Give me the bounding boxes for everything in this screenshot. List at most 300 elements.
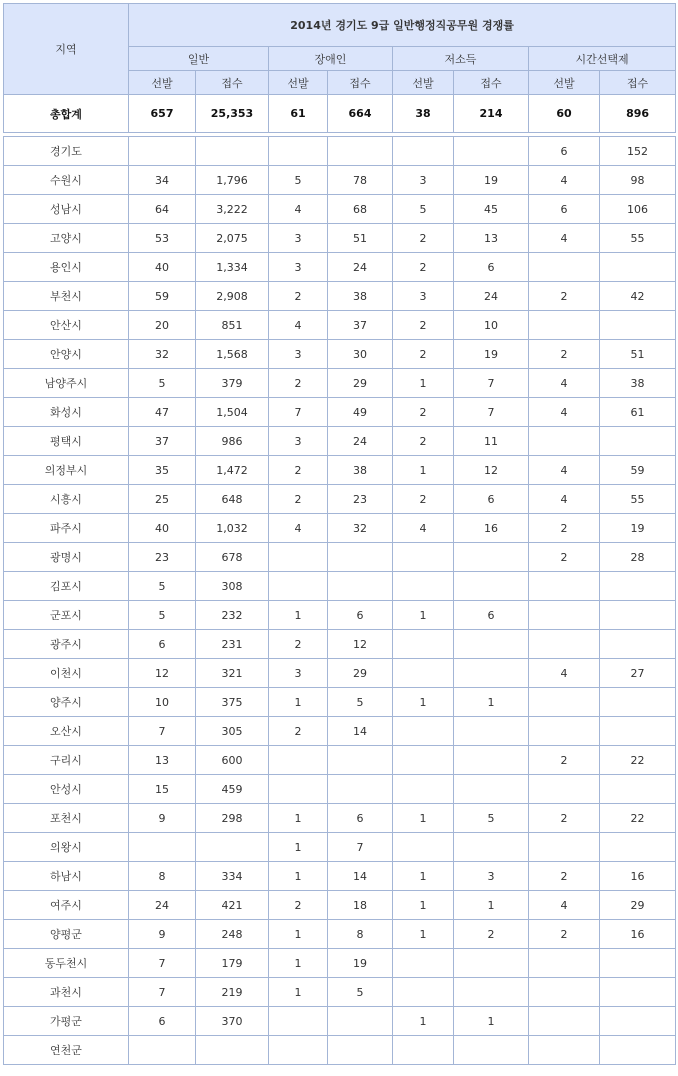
value-cell: 648 [196,485,269,514]
table-row [4,253,676,282]
value-cell: 370 [196,1007,269,1036]
table-body [4,95,676,1065]
value-cell: 459 [196,775,269,804]
value-cell: 2 [393,224,454,253]
value-cell: 16 [600,920,676,949]
region-cell: 고양시 [4,224,129,253]
value-cell: 6 [529,195,600,224]
value-cell: 2 [529,746,600,775]
value-cell: 49 [328,398,393,427]
value-cell [393,833,454,862]
value-cell: 7 [129,717,196,746]
value-cell: 6 [129,1007,196,1036]
value-cell [529,253,600,282]
value-cell: 3 [269,224,328,253]
value-cell [393,543,454,572]
value-cell: 68 [328,195,393,224]
value-cell [454,775,529,804]
value-cell [328,572,393,601]
value-cell: 2 [269,717,328,746]
value-cell: 14 [328,717,393,746]
value-cell: 7 [454,398,529,427]
value-cell [600,1036,676,1065]
value-cell: 1,568 [196,340,269,369]
value-cell: 35 [129,456,196,485]
value-cell [529,311,600,340]
value-cell: 53 [129,224,196,253]
table-row [4,862,676,891]
region-cell: 안양시 [4,340,129,369]
region-cell: 평택시 [4,427,129,456]
value-cell: 6 [529,137,600,166]
value-cell: 3 [269,340,328,369]
total-cell: 664 [328,95,393,133]
value-cell: 51 [600,340,676,369]
value-cell: 19 [454,166,529,195]
region-cell: 시흥시 [4,485,129,514]
value-cell: 375 [196,688,269,717]
value-cell [529,978,600,1007]
value-cell [328,775,393,804]
table-row [4,427,676,456]
value-cell: 1,032 [196,514,269,543]
value-cell [454,659,529,688]
value-cell [393,717,454,746]
value-cell: 5 [393,195,454,224]
value-cell: 3 [269,427,328,456]
value-cell [529,949,600,978]
value-cell: 55 [600,224,676,253]
group-header-part-time: 시간선택제 [529,47,676,71]
table-row [4,398,676,427]
value-cell: 3 [393,166,454,195]
region-cell: 안성시 [4,775,129,804]
value-cell [196,1036,269,1065]
value-cell: 305 [196,717,269,746]
value-cell [454,630,529,659]
table-row [4,659,676,688]
value-cell: 6 [454,601,529,630]
region-cell: 가평군 [4,1007,129,1036]
region-cell: 구리시 [4,746,129,775]
value-cell [129,833,196,862]
value-cell: 7 [129,949,196,978]
value-cell [454,543,529,572]
value-cell: 29 [328,369,393,398]
value-cell: 16 [454,514,529,543]
value-cell: 379 [196,369,269,398]
subheader-selected: 선발 [269,71,328,95]
value-cell: 40 [129,514,196,543]
value-cell: 2,908 [196,282,269,311]
value-cell [600,949,676,978]
value-cell [328,746,393,775]
value-cell: 20 [129,311,196,340]
value-cell: 7 [454,369,529,398]
table-row [4,775,676,804]
total-cell: 61 [269,95,328,133]
region-cell: 의왕시 [4,833,129,862]
value-cell: 421 [196,891,269,920]
value-cell: 1 [393,920,454,949]
value-cell: 37 [328,311,393,340]
table-row [4,949,676,978]
table-row [4,166,676,195]
total-cell: 60 [529,95,600,133]
table-row [4,282,676,311]
value-cell: 1 [269,949,328,978]
value-cell [600,630,676,659]
value-cell: 5 [454,804,529,833]
value-cell: 308 [196,572,269,601]
table-row [4,891,676,920]
value-cell: 24 [328,253,393,282]
value-cell: 1 [269,862,328,891]
value-cell: 25 [129,485,196,514]
value-cell [600,427,676,456]
value-cell: 4 [529,398,600,427]
value-cell [529,833,600,862]
value-cell: 22 [600,804,676,833]
value-cell: 1 [269,804,328,833]
value-cell [328,137,393,166]
value-cell [269,543,328,572]
value-cell [600,311,676,340]
table-row [4,137,676,166]
value-cell: 5 [328,978,393,1007]
table-row [4,746,676,775]
table-row [4,456,676,485]
value-cell [328,1007,393,1036]
value-cell: 2 [269,282,328,311]
value-cell [269,775,328,804]
value-cell [269,1007,328,1036]
value-cell: 2 [393,427,454,456]
value-cell [529,1007,600,1036]
total-cell: 25,353 [196,95,269,133]
value-cell [454,572,529,601]
value-cell: 2 [269,369,328,398]
value-cell: 2 [269,485,328,514]
value-cell: 1 [269,833,328,862]
value-cell: 7 [129,978,196,1007]
table-row [4,311,676,340]
value-cell [393,746,454,775]
value-cell: 2 [529,340,600,369]
value-cell: 27 [600,659,676,688]
table-row [4,195,676,224]
region-cell: 양주시 [4,688,129,717]
value-cell: 1,796 [196,166,269,195]
value-cell [393,137,454,166]
value-cell: 28 [600,543,676,572]
value-cell [529,601,600,630]
value-cell: 248 [196,920,269,949]
value-cell: 5 [269,166,328,195]
value-cell [269,746,328,775]
value-cell: 55 [600,485,676,514]
value-cell: 1 [269,920,328,949]
value-cell: 179 [196,949,269,978]
value-cell [600,978,676,1007]
region-cell: 김포시 [4,572,129,601]
value-cell [129,137,196,166]
value-cell: 4 [529,166,600,195]
region-cell: 안산시 [4,311,129,340]
value-cell: 851 [196,311,269,340]
value-cell [600,717,676,746]
value-cell: 2 [393,311,454,340]
table-header [4,4,676,95]
value-cell: 1 [393,369,454,398]
value-cell: 3 [269,659,328,688]
region-cell: 경기도 [4,137,129,166]
value-cell: 219 [196,978,269,1007]
value-cell: 2,075 [196,224,269,253]
value-cell [269,572,328,601]
value-cell: 4 [269,514,328,543]
value-cell: 4 [269,195,328,224]
value-cell: 4 [269,311,328,340]
value-cell: 32 [328,514,393,543]
value-cell: 1 [393,862,454,891]
value-cell: 32 [129,340,196,369]
value-cell: 22 [600,746,676,775]
value-cell: 2 [529,543,600,572]
value-cell: 38 [328,456,393,485]
value-cell: 12 [328,630,393,659]
value-cell: 3 [269,253,328,282]
group-header-low-income: 저소득 [393,47,529,71]
region-cell: 여주시 [4,891,129,920]
value-cell: 38 [600,369,676,398]
value-cell [328,1036,393,1065]
value-cell: 23 [129,543,196,572]
table-row [4,369,676,398]
value-cell: 45 [454,195,529,224]
value-cell: 29 [328,659,393,688]
value-cell: 12 [129,659,196,688]
value-cell: 78 [328,166,393,195]
value-cell: 1 [393,1007,454,1036]
value-cell: 64 [129,195,196,224]
value-cell: 47 [129,398,196,427]
value-cell [600,775,676,804]
value-cell: 1 [393,688,454,717]
value-cell: 12 [454,456,529,485]
table-row [4,978,676,1007]
value-cell [600,1007,676,1036]
value-cell: 1,334 [196,253,269,282]
value-cell: 1 [454,688,529,717]
value-cell: 1 [269,978,328,1007]
region-cell: 광주시 [4,630,129,659]
region-cell: 과천시 [4,978,129,1007]
value-cell: 15 [129,775,196,804]
subheader-selected: 선발 [129,71,196,95]
value-cell: 4 [529,369,600,398]
value-cell [454,746,529,775]
value-cell: 4 [393,514,454,543]
table-row [4,514,676,543]
value-cell [529,630,600,659]
table-row [4,717,676,746]
region-column-header: 지역 [4,4,129,95]
region-cell: 양평군 [4,920,129,949]
region-cell: 오산시 [4,717,129,746]
value-cell [393,1036,454,1065]
region-cell: 용인시 [4,253,129,282]
value-cell: 106 [600,195,676,224]
value-cell: 51 [328,224,393,253]
region-cell: 이천시 [4,659,129,688]
region-cell: 동두천시 [4,949,129,978]
value-cell: 334 [196,862,269,891]
value-cell: 6 [328,804,393,833]
value-cell: 678 [196,543,269,572]
value-cell [269,1036,328,1065]
table-row [4,1007,676,1036]
value-cell: 298 [196,804,269,833]
value-cell: 2 [393,485,454,514]
value-cell: 8 [129,862,196,891]
total-label: 총합계 [4,95,129,133]
value-cell [600,833,676,862]
region-cell: 부천시 [4,282,129,311]
value-cell: 6 [129,630,196,659]
table-row [4,688,676,717]
competition-rate-table [3,3,676,1065]
table-row [4,224,676,253]
value-cell: 11 [454,427,529,456]
value-cell: 5 [129,572,196,601]
value-cell [454,717,529,746]
region-cell: 화성시 [4,398,129,427]
value-cell: 8 [328,920,393,949]
value-cell: 40 [129,253,196,282]
value-cell: 14 [328,862,393,891]
region-cell: 광명시 [4,543,129,572]
value-cell: 4 [529,485,600,514]
value-cell: 4 [529,456,600,485]
table-row [4,804,676,833]
value-cell: 9 [129,920,196,949]
group-header-general: 일반 [129,47,269,71]
value-cell: 4 [529,659,600,688]
value-cell: 30 [328,340,393,369]
total-row [4,95,676,133]
value-cell: 5 [328,688,393,717]
value-cell [600,253,676,282]
region-cell: 남양주시 [4,369,129,398]
value-cell: 3,222 [196,195,269,224]
value-cell: 9 [129,804,196,833]
value-cell: 232 [196,601,269,630]
value-cell [393,775,454,804]
total-cell: 657 [129,95,196,133]
value-cell: 7 [269,398,328,427]
value-cell: 2 [529,920,600,949]
value-cell: 1,504 [196,398,269,427]
value-cell: 13 [454,224,529,253]
value-cell: 2 [529,282,600,311]
value-cell: 13 [129,746,196,775]
value-cell [393,659,454,688]
value-cell: 23 [328,485,393,514]
value-cell [328,543,393,572]
subheader-applied: 접수 [196,71,269,95]
value-cell: 19 [600,514,676,543]
value-cell: 37 [129,427,196,456]
region-cell: 수원시 [4,166,129,195]
value-cell: 6 [328,601,393,630]
value-cell: 986 [196,427,269,456]
value-cell: 4 [529,224,600,253]
value-cell: 18 [328,891,393,920]
value-cell: 2 [393,398,454,427]
value-cell: 10 [129,688,196,717]
value-cell: 61 [600,398,676,427]
value-cell: 4 [529,891,600,920]
table-row [4,630,676,659]
value-cell [393,572,454,601]
subheader-applied: 접수 [600,71,676,95]
value-cell: 59 [129,282,196,311]
table-row [4,601,676,630]
value-cell: 2 [529,862,600,891]
value-cell: 5 [129,601,196,630]
value-cell [454,978,529,1007]
value-cell [454,137,529,166]
value-cell [529,775,600,804]
value-cell: 2 [393,340,454,369]
value-cell: 19 [454,340,529,369]
subheader-applied: 접수 [454,71,529,95]
value-cell: 59 [600,456,676,485]
total-cell: 214 [454,95,529,133]
value-cell: 1,472 [196,456,269,485]
value-cell [600,601,676,630]
value-cell: 6 [454,253,529,282]
value-cell: 600 [196,746,269,775]
value-cell: 34 [129,166,196,195]
value-cell [529,572,600,601]
table-row [4,920,676,949]
value-cell: 1 [393,601,454,630]
value-cell: 231 [196,630,269,659]
value-cell: 42 [600,282,676,311]
value-cell [393,978,454,1007]
region-cell: 의정부시 [4,456,129,485]
region-cell: 군포시 [4,601,129,630]
value-cell [529,688,600,717]
value-cell: 38 [328,282,393,311]
value-cell: 2 [269,630,328,659]
value-cell: 2 [393,253,454,282]
region-cell: 포천시 [4,804,129,833]
total-cell: 38 [393,95,454,133]
value-cell [600,688,676,717]
value-cell: 24 [129,891,196,920]
table-row [4,572,676,601]
value-cell: 1 [269,688,328,717]
value-cell: 2 [529,514,600,543]
value-cell [196,833,269,862]
subheader-selected: 선발 [393,71,454,95]
group-header-disabled: 장애인 [269,47,393,71]
value-cell: 3 [454,862,529,891]
value-cell: 2 [529,804,600,833]
